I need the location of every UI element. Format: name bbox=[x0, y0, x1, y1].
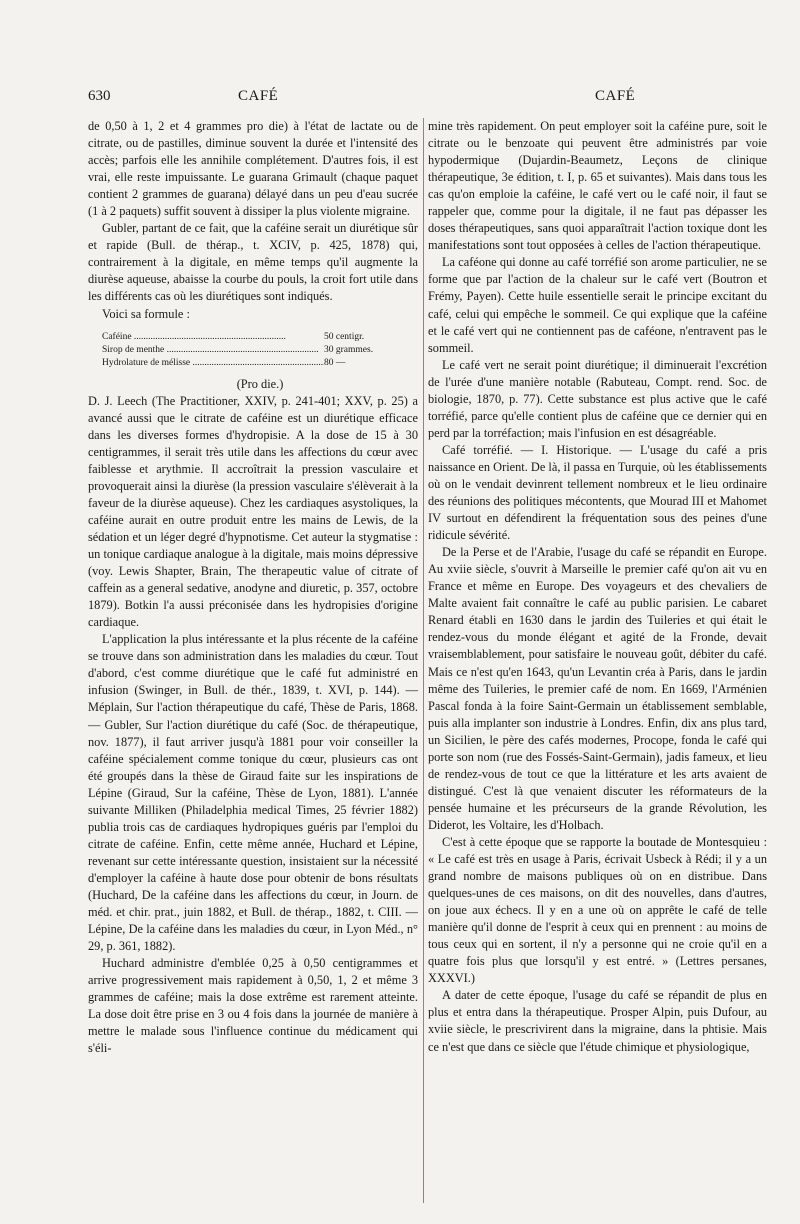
paragraph: C'est à cette époque que se rapporte la boutade de Montesquieu : « Le café est très en usage à Paris, écrivait Usbeck à Rédi; il y a un grand nombre de maisons publiques où on en distribue. Dans quelques-unes de ces maisons, on dit des nouvelles, dans d'autres, on joue aux échecs. Il y en a une où on apprête le café de telle manière qu'il donne de l'esprit à ceux qui en prennent : au moins de tous ceux qui en sortent, il n'y a personne qui ne croie qu'il en a quatre fois plus que lorsqu'il y est entré. » (Lettres persanes, XXXVI.) bbox=[428, 834, 767, 986]
paragraph: Huchard administre d'emblée 0,25 à 0,50 centigrammes et arrive progressivement mais rapidement à 0,50, 1, 2 et même 3 grammes de caféine; mais la dose extrême est rarement atteinte. La dose doit être prise en 3 ou 4 fois dans la journée de manière à mettre le malade sous l'influence continue du médicament qui s'éli- bbox=[88, 956, 418, 1056]
paragraph: Le café vert ne serait point diurétique; il diminuerait l'excrétion de l'urée d'une manière notable (Rabuteau, Compt. rend. Soc. de biologie, 1870, p. 77). Cette substance est plus active que le café torréfié, parce qu'elle contient plus de caféine que ce dernier qui en perd par la torréfaction; mais l'infusion en est désagréable. bbox=[428, 357, 767, 440]
running-title-right: CAFÉ bbox=[595, 88, 636, 104]
paragraph: La caféone qui donne au café torréfié son arome particulier, ne se forme que par l'action de la chaleur sur le café vert (Boutron et Frémy, Payen). Cette huile essentielle serait le principe excitant du café, celui qui empêche le sommeil. Ce qui explique que la caféine et le café vert qui ne contiennent pas de caféone, n'entravent pas le sommeil. bbox=[428, 255, 767, 355]
paragraph: D. J. Leech (The Practitioner, XXIV, p. 241-401; XXV, p. 25) a avancé aussi que le citrate de caféine est un diurétique efficace dans les diverses formes d'hydropisie. A la dose de 15 à 30 centigrammes, il serait très utile dans les affections du cœur avec faiblesse et arythmie. Il accroîtrait la pression vasculaire et provoquerait ainsi la diurèse (la pression vasculaire s'élèverait à la faveur de la diurèse aqueuse). Chez les cardiaques asystoliques, la caféine aurait en outre produit entre les mains de Lewis, de la sédation et un léger degré d'hypnotisme. Cet auteur la stygmatise : un tonique cardiaque analogue à la digitale, mais moins dépressive (voy. Lewis Shapter, Brain, The therapeutic value of citrate of caffein as a general sedative, anodyne and diuretic, p. 357, octobre 1879). Botkin l'a aussi préconisée dans les hydropisies d'origine cardiaque. bbox=[88, 393, 418, 630]
formula-row bbox=[102, 344, 418, 357]
paragraph: L'application la plus intéressante et la plus récente de la caféine se trouve dans son administration dans les maladies du cœur. Tout d'abord, c'est comme diurétique que le café fut administré en infusion (Swinger, in Bull. de thér., 1839, t. XVI, p. 144). — Méplain, Sur l'action thérapeutique du café, Thèse de Paris, 1868. — Gubler, Sur l'action diurétique du café (Soc. de thérapeutique, nov. 1877), il faut arriver jusqu'à 1881 pour voir conseiller la caféine spécialement comme tonique du cœur, plusieurs cas ont été groupés dans la thèse de Giraud faite sur les inspirations de Lépine (Giraud, Sur la caféine, Thèse de Lyon, 1881). L'année suivante Milliken (Philadelphia medical Times, 25 février 1882) publia trois cas de cardiaques hydropiques guéris par l'emploi du citrate de caféine. Enfin, cette même année, Huchard et Lépine, revenant sur cette intéressante question, insistaient sur la nécessité d'employer la caféine à haute dose pour obtenir de bons résultats (Huchard, De la caféine dans les affections du cœur, in Journ. de méd. et chir. prat., juin 1882, et Bull. de thérap., 1882, t. CIII. — Lépine, De la caféine dans les maladies du cœur, in Lyon Méd., n° 29, p. 361, 1882). bbox=[88, 632, 418, 954]
right-column bbox=[428, 118, 767, 1056]
paragraph: mine très rapidement. On peut employer soit la caféine pure, soit le citrate ou le benzoate qui peuvent être administrés par voie hypodermique (Dujardin-Beaumetz, Leçons de clinique thérapeutique, 3e édition, t. I, p. 65 et suivantes). Mais dans tous les cas qu'on emploie la caféine, le café vert ou le café noir, il faut se rappeler que, comme pour la digitale, il ne faut pas dépasser les doses thérapeutiques, sans quoi apparaîtrait l'action toxique dont les manifestations sont tout opposées à celles de l'action thérapeutique. bbox=[428, 119, 767, 253]
paragraph: A dater de cette époque, l'usage du café se répandit de plus en plus et entra dans la thérapeutique. Prosper Alpin, puis Dufour, au xviie siècle, le prescrivirent dans la migraine, dans la phtisie. Mais ce n'est que dans ce siècle que l'étude chimique et physiologique, bbox=[428, 988, 767, 1054]
formula-ingredient: Caféine ..... bbox=[102, 331, 324, 344]
formula-ingredient: Hydrolature de mélisse ..... bbox=[102, 357, 324, 370]
running-title-left: CAFÉ bbox=[238, 88, 279, 104]
left-column bbox=[88, 118, 418, 1057]
page-number: 630 bbox=[88, 88, 111, 104]
running-header bbox=[0, 88, 800, 110]
formula bbox=[102, 331, 418, 370]
formula-note: (Pro die.) bbox=[236, 376, 284, 391]
formula-ingredient: Sirop de menthe ..... bbox=[102, 344, 324, 357]
formula-dose: 30 grammes. bbox=[324, 344, 374, 355]
formula-dose: 50 centigr. bbox=[324, 331, 365, 342]
formula-dose: 80 — bbox=[324, 357, 346, 368]
paragraph: Café torréfié. — I. Historique. — L'usage du café a pris naissance en Orient. De là, il passa en Turquie, où les établissements où on le vendait devinrent tellement nombreux et le lieu ordinaire des réunions des politiques mécontents, que Mourad III et Mahomet IV surtout en défendirent la fréquentation sous des peines d'une ridicule sévérité. bbox=[428, 442, 767, 543]
paragraph: De la Perse et de l'Arabie, l'usage du café se répandit en Europe. Au xviie siècle, s'ouvrit à Marseille le premier café qu'on ait vu en France et même en Europe. Des voyageurs et des chevaliers de Malte avaient fait connaître le café au public parisien. Le cabaret Renard établi en 1630 dans le jardin des Tuileries et qui était le rendez-vous du monde élégant et agité de la Fronde, devait vraisemblablement, pour satisfaire le nouveau goût, débiter du café. Mais ce n'est qu'en 1643, qu'un Levantin créa à Paris, dans le jardin même des Tuileries, le premier café de nom. En 1669, l'Arménien Pascal fonda à la foire Saint-Germain un établissement semblable, puis alla implanter son industrie à Londres. Enfin, dix ans plus tard, un Sicilien, le père des cafés modernes, Procope, fonda le café qui porte son nom (rue des Fossés-Saint-Germain), jadis fameux, et lieu de rendez-vous de tout ce que la littérature et les arts avaient de distingué. C'est là que venaient discuter les réformateurs de la pensée humaine et les précurseurs de la grande Révolution, les Diderot, les Voltaire, les d'Holbach. bbox=[428, 545, 767, 832]
formula-row bbox=[102, 357, 418, 370]
column-divider bbox=[423, 118, 424, 1203]
paragraph: Gubler, partant de ce fait, que la caféine serait un diurétique sûr et rapide (Bull. de thérap., t. XCIV, p. 425, 1878) qui, contrairement à la digitale, en même temps qu'il augmente la diurèse aqueuse, abaisse la courbe du pouls, la croit fort utile dans les différents cas où les diurétiques sont indiqués. bbox=[88, 221, 418, 304]
formula-row bbox=[102, 331, 418, 344]
paragraph: de 0,50 à 1, 2 et 4 grammes pro die) à l'état de lactate ou de citrate, ou de pastilles, diminue souvent la durée et l'intensité des accès; parfois elle les annihile complétement. D'autres fois, il est vrai, elle reste impuissante. Le guarana Grimault (chaque paquet contient 2 grammes de guarana) délayé dans un peu d'eau sucrée (1 à 2 paquets) suffit souvent à dissiper la plus violente migraine. bbox=[88, 119, 418, 219]
paragraph: Voici sa formule : bbox=[102, 306, 190, 321]
